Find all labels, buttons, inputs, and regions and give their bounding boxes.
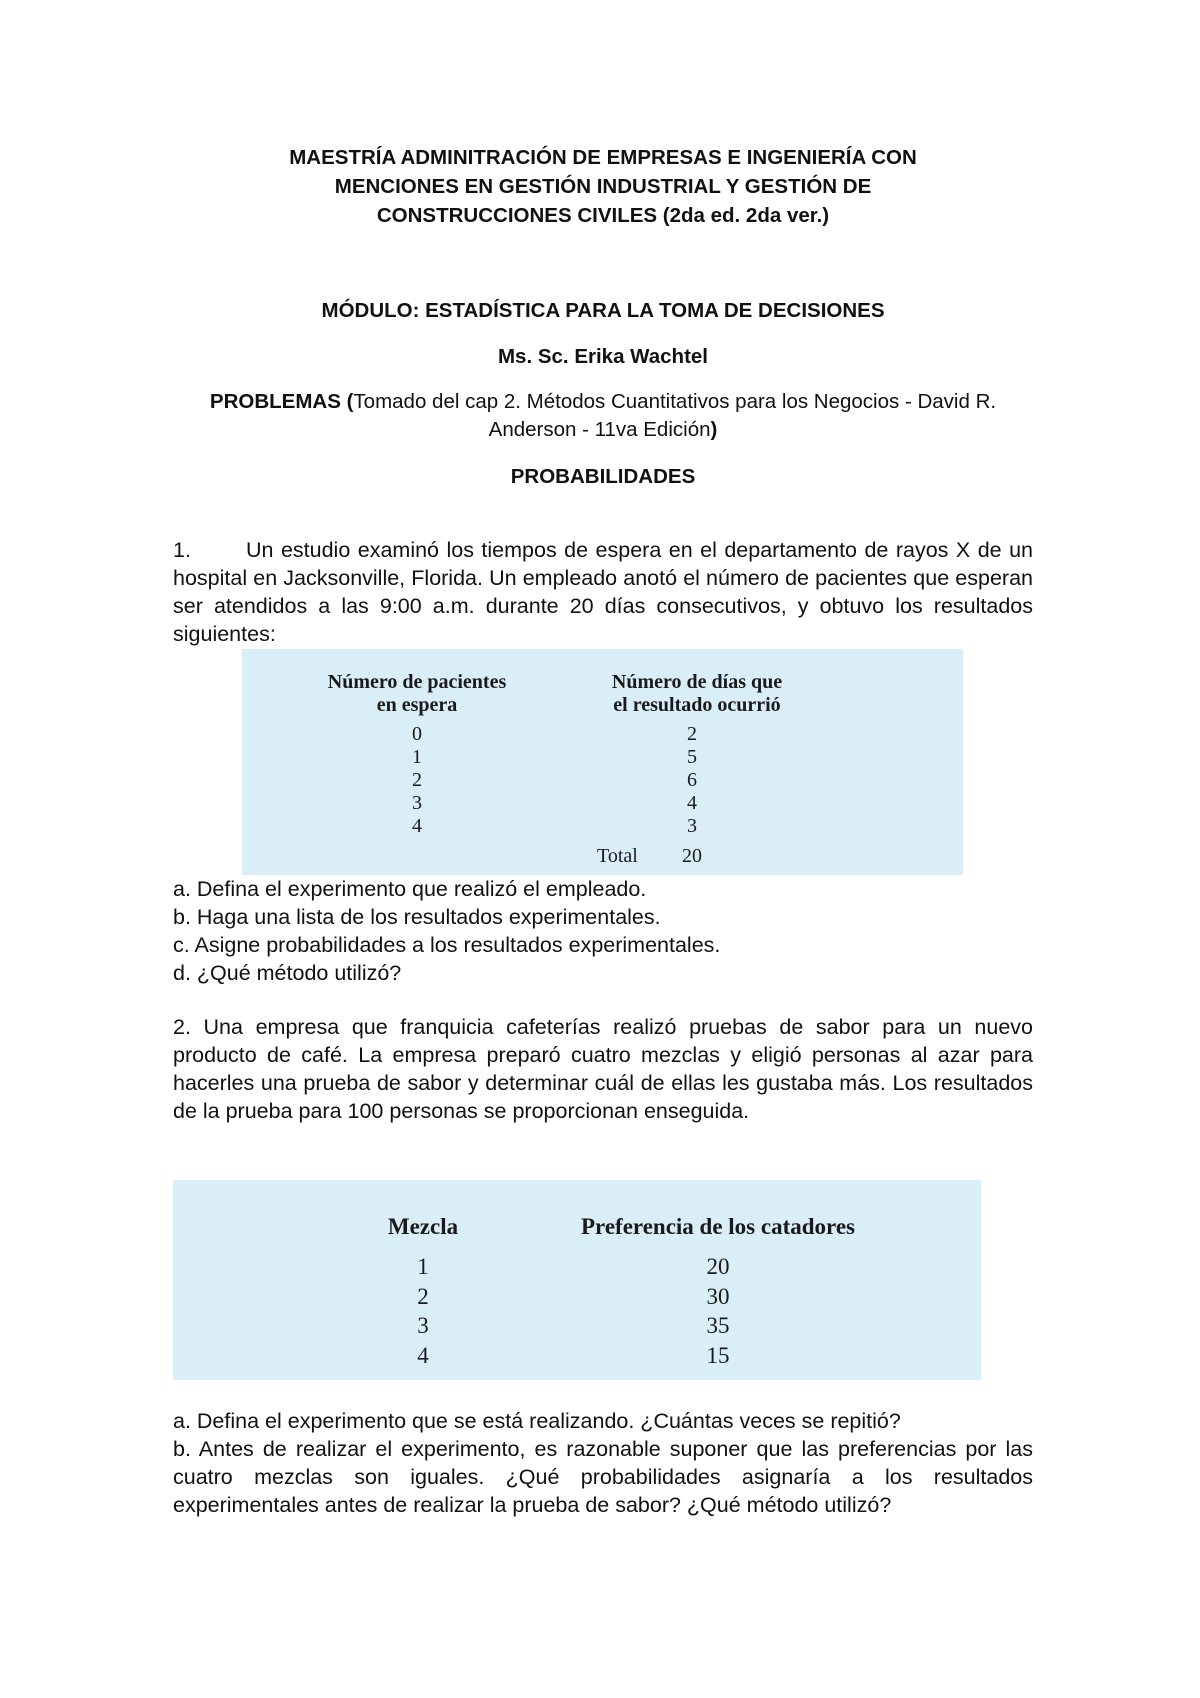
table-header-preference: Preferencia de los catadores bbox=[580, 1214, 855, 1239]
header-line: Número de días que bbox=[611, 671, 783, 693]
table-cell: 1 bbox=[412, 746, 422, 768]
problem-1-statement bbox=[173, 536, 1033, 648]
question-item: b. Antes de realizar el experimento, es razonable suponer que las preferencias por las cuatro mezclas son iguales. ¿Qué probabilidades asignaría a los resultados experimentales antes de realizar la prueba de sabor? ¿Qué método utilizó? bbox=[173, 1437, 1033, 1517]
title-line: CONSTRUCCIONES CIVILES (2da ed. 2da ver.) bbox=[376, 204, 830, 227]
module-heading: MÓDULO: ESTADÍSTICA PARA LA TOMA DE DECISIONES bbox=[321, 299, 885, 322]
total-label: Total bbox=[597, 845, 638, 867]
author-name: Ms. Sc. Erika Wachtel bbox=[497, 345, 708, 368]
table-cell: 35 bbox=[706, 1313, 730, 1338]
table-header-blend: Mezcla bbox=[387, 1214, 459, 1239]
days-column bbox=[667, 723, 717, 838]
total-value: 20 bbox=[682, 845, 702, 867]
question-item: c. Asigne probabilidades a los resultados experimentales. bbox=[173, 933, 721, 957]
blend-column bbox=[398, 1252, 448, 1370]
header-line: en espera bbox=[376, 694, 458, 716]
problem-2-statement: 2. Una empresa que franquicia cafeterías realizó pruebas de sabor para un nuevo producto de café. La empresa preparó cuatro mezclas y eligió personas al azar para hacerles una prueba de sabor y determinar cuál de ellas les gustaba más. Los resultados de la prueba para 100 personas se proporcionan enseguida. bbox=[173, 1015, 1033, 1123]
table-cell: 4 bbox=[417, 1342, 429, 1368]
table-cell: 20 bbox=[706, 1254, 730, 1279]
table-cell: 2 bbox=[417, 1283, 429, 1309]
problem-1-questions bbox=[173, 875, 1033, 987]
problems-open-paren: ( bbox=[340, 390, 354, 413]
table-cell: 3 bbox=[687, 815, 697, 837]
table-cell: 2 bbox=[412, 769, 422, 791]
table-cell: 4 bbox=[687, 792, 697, 814]
question-item: d. ¿Qué método utilizó? bbox=[173, 961, 402, 985]
program-title bbox=[173, 143, 1033, 230]
table-cell: 6 bbox=[687, 769, 697, 791]
table-cell: 15 bbox=[706, 1342, 730, 1368]
problem-1-number: 1. bbox=[173, 538, 191, 562]
header-line: Número de pacientes bbox=[327, 671, 507, 693]
problem-1-text: Un estudio examinó los tiempos de espera en el departamento de rayos X de un hospital en Jacksonville, Florida. Un empleado anotó el número de pacientes que esperan ser atendidos a las 9:00 a.m. durante 20 días consecutivos, y obtuvo los resultados siguientes: bbox=[173, 538, 1033, 646]
title-line: MENCIONES EN GESTIÓN INDUSTRIAL Y GESTIÓN DE bbox=[334, 175, 872, 198]
patients-table bbox=[242, 649, 963, 875]
section-heading: PROBABILIDADES bbox=[510, 465, 696, 488]
header-line: el resultado ocurrió bbox=[613, 694, 781, 716]
problems-label: PROBLEMAS bbox=[209, 390, 341, 413]
problems-source-heading bbox=[173, 388, 1033, 444]
table-cell: 3 bbox=[412, 792, 422, 814]
question-item: a. Defina el experimento que realizó el empleado. bbox=[173, 877, 647, 901]
problems-close-paren: ) bbox=[710, 418, 718, 441]
table-cell: 4 bbox=[412, 815, 422, 837]
table-header-patients bbox=[292, 671, 542, 717]
problems-source: Tomado del cap 2. Métodos Cuantitativos para los Negocios - David R. Anderson - 11va Edición bbox=[353, 390, 997, 441]
blend-table bbox=[173, 1180, 981, 1380]
preference-column bbox=[693, 1252, 743, 1370]
table-cell: 5 bbox=[687, 746, 697, 768]
title-line: MAESTRÍA ADMINITRACIÓN DE EMPRESAS E INGENIERÍA CON bbox=[289, 146, 917, 169]
table-header-days bbox=[572, 671, 822, 717]
table-cell: 0 bbox=[412, 723, 422, 745]
question-item: b. Haga una lista de los resultados experimentales. bbox=[173, 905, 661, 929]
question-item: a. Defina el experimento que se está realizando. ¿Cuántas veces se repitió? bbox=[173, 1409, 901, 1433]
table-cell: 1 bbox=[417, 1254, 429, 1279]
table-cell: 3 bbox=[417, 1313, 429, 1338]
patients-column bbox=[392, 723, 442, 838]
table-cell: 2 bbox=[687, 723, 697, 745]
problem-2-questions bbox=[173, 1407, 1033, 1519]
table-cell: 30 bbox=[706, 1283, 730, 1309]
